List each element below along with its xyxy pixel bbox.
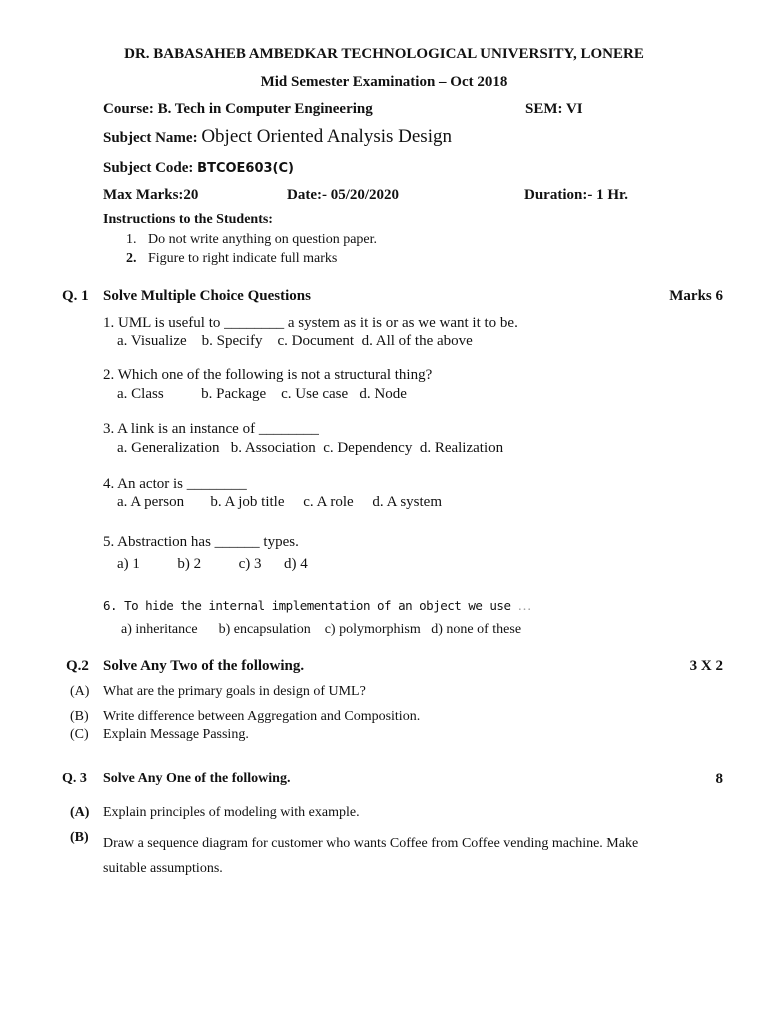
mcq-options: a. A person b. A job title c. A role d. A system	[117, 494, 442, 510]
q1-label: Q. 1	[62, 288, 89, 304]
q1-title: Solve Multiple Choice Questions	[103, 288, 311, 304]
subject-name: Object Oriented Analysis Design	[201, 126, 452, 147]
mcq-question-text: 6. To hide the internal implementation of an object we use	[103, 598, 518, 613]
mcq-options: a. Generalization b. Association c. Dependency d. Realization	[117, 440, 504, 456]
q2-item-text: Explain Message Passing.	[103, 727, 249, 742]
semester: SEM: VI	[525, 101, 583, 117]
mcq-question: 5. Abstraction has ______ types.	[103, 534, 299, 550]
q3-marks: 8	[715, 771, 723, 787]
mcq-options: a. Class b. Package c. Use case d. Node	[117, 386, 407, 402]
subject-name-label: Subject Name:	[103, 130, 202, 146]
q2-item-text: What are the primary goals in design of UML?	[103, 684, 366, 699]
q2-marks: 3 X 2	[689, 658, 723, 674]
q2-item-key: (C)	[70, 727, 89, 742]
instruction-number: 2.	[126, 251, 137, 266]
mcq-question	[103, 598, 531, 615]
mcq-question: 4. An actor is ________	[103, 476, 247, 492]
subject-code-label: Subject Code:	[103, 160, 198, 176]
subject-code: BTCOE603(C)	[197, 161, 294, 176]
exam-date: Date:- 05/20/2020	[287, 187, 400, 203]
mcq-options: a) inheritance b) encapsulation c) polymorphism d) none of these	[121, 622, 522, 637]
exam-title: Mid Semester Examination – Oct 2018	[260, 74, 508, 90]
q2-title: Solve Any Two of the following.	[103, 658, 305, 674]
instructions-title: Instructions to the Students:	[103, 212, 273, 227]
q2-item-key: (A)	[70, 684, 90, 699]
mcq-question: 2. Which one of the following is not a structural thing?	[103, 367, 433, 383]
q3-item-key: (B)	[70, 830, 89, 845]
q3-item-text: Draw a sequence diagram for customer who wants Coffee from Coffee vending machine. Make	[103, 836, 639, 851]
instruction-text: Figure to right indicate full marks	[148, 251, 338, 266]
subject-name-row	[103, 126, 452, 148]
course: Course: B. Tech in Computer Engineering	[103, 101, 373, 117]
q3-title: Solve Any One of the following.	[103, 771, 291, 786]
university-name: DR. BABASAHEB AMBEDKAR TECHNOLOGICAL UNIVERSITY, LONERE	[124, 46, 644, 62]
q2-item-text: Write difference between Aggregation and Composition.	[103, 709, 421, 724]
q2-label: Q.2	[66, 658, 89, 674]
instruction-text: Do not write anything on question paper.	[148, 232, 378, 247]
duration: Duration:- 1 Hr.	[524, 187, 629, 203]
ellipsis: …	[517, 599, 532, 614]
q3-item-text: Explain principles of modeling with example.	[103, 805, 360, 820]
max-marks: Max Marks:20	[103, 187, 199, 203]
q2-item-key: (B)	[70, 709, 89, 724]
mcq-options: a. Visualize b. Specify c. Document d. All of the above	[117, 333, 473, 349]
mcq-question: 1. UML is useful to ________ a system as it is or as we want it to be.	[103, 315, 518, 331]
mcq-question: 3. A link is an instance of ________	[103, 421, 319, 437]
instruction-number: 1.	[126, 232, 137, 247]
mcq-options: a) 1 b) 2 c) 3 d) 4	[117, 556, 308, 572]
subject-code-row	[103, 159, 294, 177]
q3-item-key: (A)	[70, 805, 90, 820]
q1-marks: Marks 6	[669, 288, 723, 304]
q3-label: Q. 3	[62, 771, 87, 786]
q3-item-text-continued: suitable assumptions.	[103, 861, 223, 876]
